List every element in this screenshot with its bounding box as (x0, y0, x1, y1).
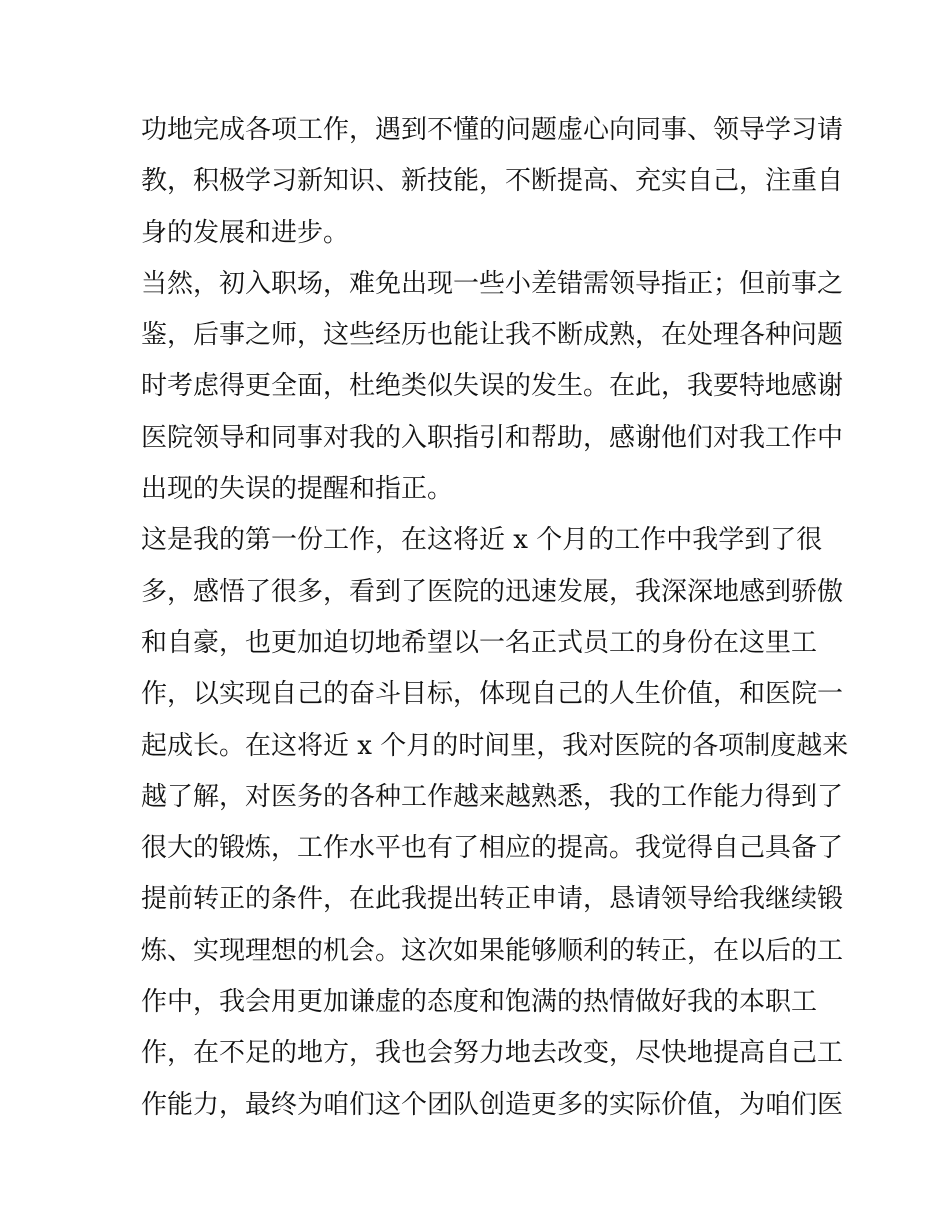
text-line: 时考虑得更全面，杜绝类似失误的发生。在此，我要特地感谢 (141, 371, 844, 402)
text-line: 教，积极学习新知识、新技能，不断提高、充实自己，注重自 (141, 166, 844, 197)
text-line: 作，在不足的地方，我也会努力地去改变，尽快地提高自己工 (141, 1038, 844, 1069)
text-line: 医院领导和同事对我的入职指引和帮助，感谢他们对我工作中 (141, 422, 844, 453)
document-body (141, 105, 849, 1131)
text-line: 这是我的第一份工作，在这将近 x 个月的工作中我学到了很 (141, 525, 823, 556)
text-line: 越了解，对医务的各种工作越来越熟悉，我的工作能力得到了 (141, 781, 844, 812)
text-line: 作，以实现自己的奋斗目标，体现自己的人生价值，和医院一 (141, 679, 844, 710)
text-line: 鉴，后事之师，这些经历也能让我不断成熟，在处理各种问题 (141, 320, 844, 351)
text-line: 起成长。在这将近 x 个月的时间里，我对医院的各项制度越来 (141, 730, 849, 761)
text-line: 和自豪，也更加迫切地希望以一名正式员工的身份在这里工 (141, 627, 818, 658)
text-line: 炼、实现理想的机会。这次如果能够顺利的转正，在以后的工 (141, 935, 844, 966)
text-line: 身的发展和进步。 (141, 217, 350, 248)
text-line: 当然，初入职场，难免出现一些小差错需领导指正；但前事之 (141, 268, 844, 299)
text-line: 提前转正的条件，在此我提出转正申请，恳请领导给我继续锻 (141, 884, 844, 915)
text-line: 多，感悟了很多，看到了医院的迅速发展，我深深地感到骄傲 (141, 576, 844, 607)
text-line: 很大的锻炼，工作水平也有了相应的提高。我觉得自己具备了 (141, 833, 844, 864)
text-line: 功地完成各项工作，遇到不懂的问题虚心向同事、领导学习请 (141, 115, 844, 145)
text-line: 作中，我会用更加谦虚的态度和饱满的热情做好我的本职工 (141, 987, 818, 1018)
text-line: 出现的失误的提醒和指正。 (141, 474, 454, 505)
text-line: 作能力，最终为咱们这个团队创造更多的实际价值，为咱们医 (141, 1089, 844, 1120)
